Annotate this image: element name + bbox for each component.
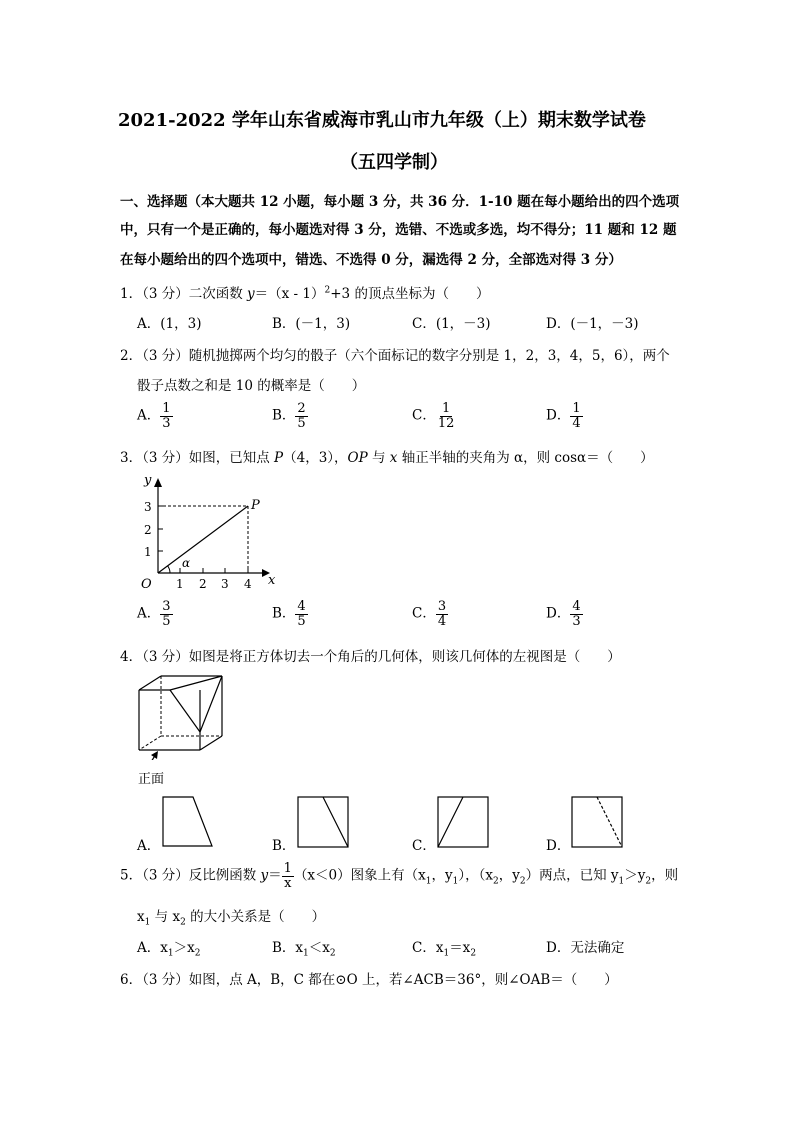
q2-a-label: A．: [137, 407, 161, 424]
q5-sub-1: 1: [425, 876, 432, 887]
q4-option-d-label[interactable]: D．: [546, 838, 571, 854]
q3-option-c[interactable]: [412, 600, 448, 628]
q5-pre: 5．（3 分）反比例函数: [120, 867, 261, 884]
q5-c-op: ＝x: [449, 940, 471, 956]
q5-a-pre: A．x: [137, 940, 168, 956]
x-axis-label: x: [268, 573, 276, 588]
q5-sub-2: 1: [452, 876, 459, 887]
q5-m1: ，y: [431, 867, 453, 884]
q5-b-sub-2: 2: [329, 948, 336, 959]
q3-option-a[interactable]: [137, 600, 173, 628]
q3-d-label: D．: [546, 605, 571, 622]
q2-option-c[interactable]: [412, 402, 456, 430]
diagonal-line: [438, 797, 463, 847]
q5-c-pre: C．x: [412, 940, 444, 956]
q5-option-d[interactable]: D．无法确定: [546, 940, 625, 956]
question-2-stem-line-1: 2．（3 分）随机抛掷两个均匀的骰子（六个面标记的数字分别是 1，2，3，4，5，6），两个: [120, 348, 670, 364]
q1-post: +3 的顶点坐标为（ ）: [330, 286, 490, 302]
section-heading-line-3: 在每小题给出的四个选项中，错选、不选得 0 分，漏选得 2 分，全部选对得 3 分）: [120, 252, 622, 268]
x-tick-label-1: 1: [176, 577, 184, 591]
q5-a-op: ＞x: [173, 940, 195, 956]
question-5-stem-line-1: [120, 862, 678, 890]
q4-option-b-label[interactable]: B．: [272, 838, 296, 854]
q3-a-label: A．: [137, 605, 161, 622]
q3-d-fraction: $\frac{4}{3}$: [572, 599, 581, 629]
q3-b-fraction: $\frac{4}{5}$: [297, 599, 306, 629]
q5-option-a[interactable]: [137, 936, 200, 959]
q5-m5: ＞y: [624, 867, 646, 884]
q5-m3: ，y: [498, 867, 520, 884]
q5-eq: ＝: [268, 867, 282, 884]
q3-option-d[interactable]: [546, 600, 583, 628]
q5-sub-3: 2: [493, 876, 499, 887]
q5-sub-6: 2: [645, 876, 652, 887]
q3-c-fraction: $\frac{3}{4}$: [437, 599, 447, 629]
q5-cond: （x＜0）图象上有（x: [293, 867, 426, 884]
q5-b-sub-1: 1: [303, 948, 309, 959]
question-5-stem-line-2: [137, 905, 325, 928]
cut-edge-side: [200, 676, 222, 732]
segment-op: [158, 506, 248, 573]
q3-a-fraction: $\frac{3}{5}$: [162, 599, 171, 629]
y-axis-label: y: [144, 473, 152, 488]
q3-post: 轴正半轴的夹角为 α，则 cosα＝（ ）: [397, 450, 654, 466]
dashed-diagonal-line: [597, 797, 622, 847]
q3-point-p: P: [274, 450, 284, 466]
section-heading-line-1: 一、选择题（本大题共 12 小题，每小题 3 分，共 36 分．1-10 题在每小题给出的四个选项: [120, 194, 680, 210]
q5-l2-post: 的大小关系是（ ）: [185, 909, 326, 925]
q5-option-c[interactable]: [412, 936, 476, 959]
hidden-edge-depth: [139, 736, 161, 750]
q5-sub-5: 1: [618, 876, 625, 887]
q4-cut-cube-figure: [130, 670, 245, 760]
q3-pre: 3．（3 分）如图，已知点: [120, 450, 275, 466]
q3-b-label: B．: [272, 605, 296, 622]
q4-option-d-figure[interactable]: [569, 794, 625, 850]
q4-option-c-label[interactable]: C．: [412, 838, 436, 854]
q2-option-a[interactable]: [137, 402, 173, 430]
q1-option-a[interactable]: A．(1，3): [137, 316, 202, 332]
point-p-label: P: [251, 498, 260, 513]
q2-c-fraction: $\frac{1}{12}$: [437, 401, 455, 431]
q5-l2-mid: 与 x: [150, 909, 181, 925]
x-tick-label-2: 2: [199, 577, 207, 591]
q1-option-c[interactable]: C．(1，－3): [412, 316, 491, 332]
diagonal-line: [323, 797, 348, 847]
cube-top-left-edge: [139, 676, 161, 690]
q5-var-y: y: [260, 867, 269, 884]
question-2-stem-line-2: 骰子点数之和是 10 的概率是（ ）: [137, 378, 366, 394]
y-tick-label-2: 2: [144, 523, 152, 537]
cube-bottom-right-edge: [200, 736, 222, 750]
q5-b-op: ＜x: [308, 940, 330, 956]
q5-l2-x1: x: [137, 909, 145, 925]
q3-coordinate-figure: [130, 470, 290, 595]
q1-eq: ＝（x - 1）: [254, 286, 325, 302]
q5-option-b[interactable]: [272, 936, 336, 959]
q2-a-fraction: $\frac{1}{3}$: [162, 401, 171, 431]
y-axis-arrow: [154, 478, 162, 487]
square-shape: [572, 797, 622, 847]
page-title: 2021-2022 学年山东省威海市乳山市九年级（上）期末数学试卷: [118, 110, 646, 131]
q3-coord: （4，3），: [283, 450, 348, 466]
q2-b-label: B．: [272, 407, 296, 424]
q1-option-d[interactable]: D．(－1，－3): [546, 316, 639, 332]
q1-option-b[interactable]: B．(－1，3): [272, 316, 351, 332]
q3-var-x: x: [389, 450, 398, 466]
q4-option-a-label[interactable]: A．: [137, 838, 161, 854]
q4-option-b-figure[interactable]: [295, 794, 351, 850]
square-shape: [438, 797, 488, 847]
page-subtitle: （五四学制）: [340, 152, 448, 173]
question-1-stem: [120, 282, 489, 302]
q3-segment-op: OP: [347, 450, 368, 466]
square-shape: [298, 797, 348, 847]
origin-label: O: [141, 577, 152, 592]
q2-b-fraction: $\frac{2}{5}$: [297, 401, 306, 431]
q1-exponent: 2: [324, 285, 331, 296]
x-tick-label-3: 3: [221, 577, 229, 591]
q2-d-label: D．: [546, 407, 571, 424]
q5-sub-4: 2: [519, 876, 526, 887]
q2-d-fraction: $\frac{1}{4}$: [572, 401, 581, 431]
q5-l2-sub-2: 2: [180, 917, 186, 928]
front-arrow-head: [151, 751, 158, 759]
q4-option-c-figure[interactable]: [435, 794, 491, 850]
q5-c-sub-2: 2: [470, 948, 477, 959]
question-3-stem: [120, 446, 654, 466]
q5-m6: ，则: [651, 867, 679, 884]
y-tick-label-3: 3: [144, 500, 152, 514]
q3-option-b[interactable]: [272, 600, 308, 628]
q1-pre: 1．（3 分）二次函数: [120, 286, 248, 302]
front-label: 正面: [138, 772, 165, 787]
q2-option-d[interactable]: [546, 402, 583, 430]
q3-mid: 与: [367, 450, 390, 466]
q5-b-pre: B．x: [272, 940, 304, 956]
cut-edge-top: [170, 676, 222, 690]
q2-option-b[interactable]: [272, 402, 308, 430]
q5-a-sub-2: 2: [194, 948, 201, 959]
section-heading-line-2: 中，只有一个是正确的，每小题选对得 3 分，选错、不选或多选，均不得分；11 题和 12 题: [120, 222, 677, 238]
question-6-stem: 6．（3 分）如图，点 A，B，C 都在⊙O 上，若∠ACB＝36°，则∠OAB＝（ ）: [120, 972, 618, 988]
question-4-stem: 4．（3 分）如图是将正方体切去一个角后的几何体，则该几何体的左视图是（ ）: [120, 649, 621, 665]
q5-m4: ）两点，已知 y: [525, 867, 619, 884]
q2-c-label: C．: [412, 407, 436, 424]
q5-m2: ），（x: [458, 867, 493, 884]
q3-c-label: C．: [412, 605, 436, 622]
q1-var-y: y: [247, 286, 255, 302]
q5-a-sub-1: 1: [167, 948, 174, 959]
q5-l2-sub-1: 1: [144, 917, 151, 928]
y-tick-label-1: 1: [144, 545, 152, 559]
alpha-label: α: [182, 556, 191, 570]
q4-option-a-figure[interactable]: [160, 794, 216, 850]
angle-alpha-arc: [168, 566, 170, 573]
cut-edge-diagonal: [170, 690, 200, 732]
q5-c-sub-1: 1: [443, 948, 450, 959]
x-tick-label-4: 4: [244, 577, 252, 591]
trapezoid-shape: [163, 797, 212, 846]
q5-fraction: $\frac{1}{x}$: [283, 861, 292, 891]
